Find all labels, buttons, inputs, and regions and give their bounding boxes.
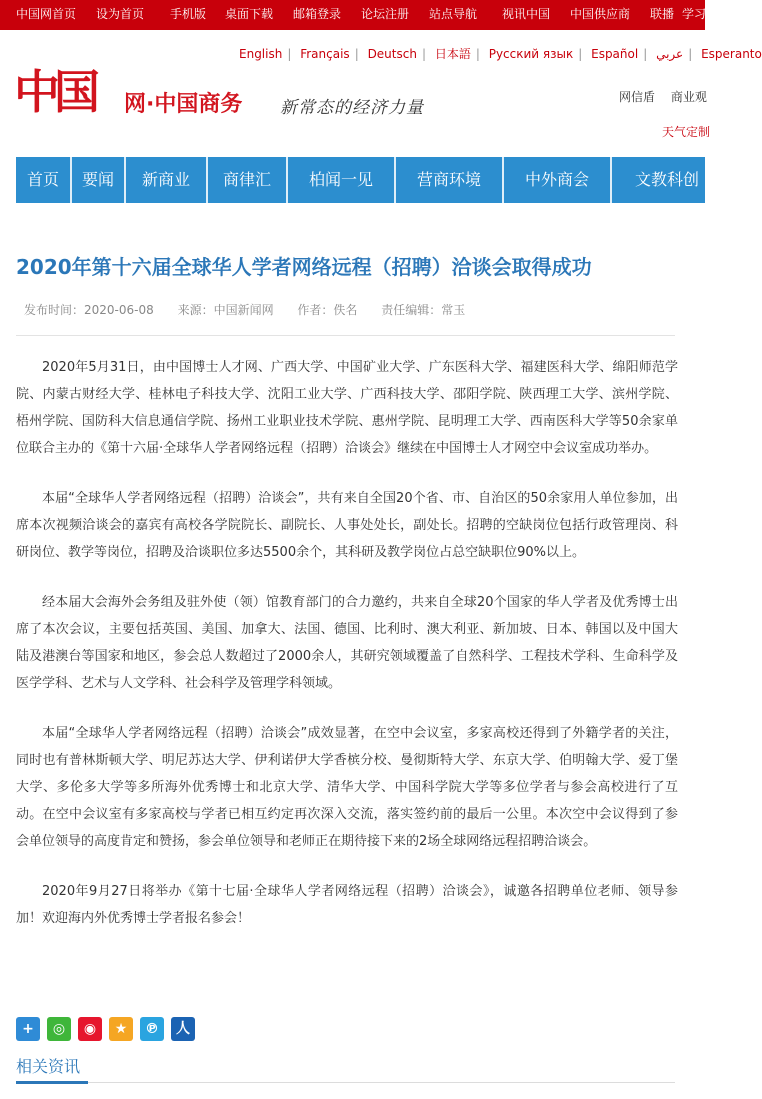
top-bar bbox=[0, 0, 705, 30]
topbar-link-study[interactable]: 学习 bbox=[682, 7, 707, 21]
site-name: 网·中国商务 bbox=[124, 92, 243, 117]
lang-english[interactable]: English bbox=[239, 47, 283, 61]
topbar-link-sitemap[interactable]: 站点导航 bbox=[429, 7, 478, 21]
separator: | bbox=[688, 47, 693, 61]
related-underline bbox=[16, 1081, 88, 1084]
separator: | bbox=[578, 47, 583, 61]
separator: | bbox=[287, 47, 292, 61]
lang-arabic[interactable]: عربي bbox=[656, 47, 684, 61]
nav-item-culture-edu[interactable]: 文教科创 bbox=[634, 170, 699, 189]
nav-item-business-env[interactable]: 营商环境 bbox=[416, 170, 481, 189]
topbar-link-mail[interactable]: 邮箱登录 bbox=[293, 7, 342, 21]
related-news-heading[interactable]: 相关资讯 bbox=[16, 1057, 81, 1076]
site-logo[interactable] bbox=[14, 64, 434, 126]
nav-item-new-business[interactable]: 新商业 bbox=[141, 170, 190, 189]
tencent-weibo-icon[interactable]: ℗ bbox=[140, 1017, 164, 1041]
separator: | bbox=[475, 47, 480, 61]
header-links bbox=[619, 88, 719, 105]
nav-item-home[interactable]: 首页 bbox=[26, 170, 59, 189]
topbar-link-mobile[interactable]: 手机版 bbox=[170, 7, 207, 21]
wechat-icon[interactable]: ◎ bbox=[47, 1017, 71, 1041]
paragraph: 2020年5月31日，由中国博士人才网、广西大学、中国矿业大学、广东医科大学、福建医科大学、绵阳师范学院、内蒙古财经大学、桂林电子科技大学、沈阳工业大学、广西科技大学、邵阳学院、陕西理工大学、滨州学院、梧州学院、国防科大信息通信学院、扬州工业职业技术学院、惠州学院、昆明理工大学、西南医科大学等50余家单位联合主办的《第十六届·全球华人学者网络远程（招聘）洽谈会》继续在中国博士人才网空中会议室成功举办。 bbox=[16, 360, 678, 456]
header-link-business-view[interactable]: 商业观 bbox=[670, 90, 707, 104]
nav-item-business-law[interactable]: 商律汇 bbox=[222, 170, 271, 189]
lang-russian[interactable]: Русский язык bbox=[488, 47, 574, 61]
article-author: 作者：佚名 bbox=[297, 303, 358, 317]
header-link-wangxindun[interactable]: 网信盾 bbox=[619, 90, 656, 104]
nav-item-news[interactable]: 要闻 bbox=[81, 170, 114, 189]
article-meta bbox=[24, 302, 485, 318]
lang-german[interactable]: Deutsch bbox=[367, 47, 417, 61]
separator: | bbox=[643, 47, 648, 61]
weibo-icon[interactable]: ◉ bbox=[78, 1017, 102, 1041]
paragraph: 本届“全球华人学者网络远程（招聘）洽谈会”成效显著，在空中会议室，多家高校还得到了外籍学者的关注，同时也有普林斯顿大学、明尼苏达大学、伊利诺伊大学香槟分校、曼彻斯特大学、东京大学、伯明翰大学、爱丁堡大学、多伦多大学等多所海外优秀博士和北京大学、清华大学、中国科学院大学等多位学者与参会高校进行了互动。在空中会议室有多家高校与学者已相互约定再次深入交流，落实签约前的最后一公里。本次空中会议得到了参会单位领导的高度肯定和赞扬，参会单位领导和老师正在期待接下来的2场全球网络远程招聘洽谈会。 bbox=[16, 726, 678, 849]
article-title: 2020年第十六届全球华人学者网络远程（招聘）洽谈会取得成功 bbox=[16, 255, 592, 279]
publish-time: 发布时间：2020-06-08 bbox=[24, 303, 154, 317]
topbar-link-video[interactable]: 视讯中国 bbox=[502, 7, 551, 21]
site-slogan: 新常态的经济力量 bbox=[280, 98, 424, 118]
article-source: 来源：中国新闻网 bbox=[177, 303, 274, 317]
divider bbox=[16, 1082, 675, 1083]
lang-french[interactable]: Français bbox=[300, 47, 350, 61]
topbar-link-desktop[interactable]: 桌面下载 bbox=[225, 7, 274, 21]
separator: | bbox=[421, 47, 426, 61]
topbar-link-forum[interactable]: 论坛注册 bbox=[361, 7, 410, 21]
paragraph: 本届“全球华人学者网络远程（招聘）洽谈会”，共有来自全国20个省、市、自治区的50余家用人单位参加，出席本次视频洽谈会的嘉宾有高校各学院院长、副院长、人事处处长，副处长。招聘的空缺岗位包括行政管理岗、科研岗位、教学等岗位，招聘及洽谈职位多达5500余个，其科研及教学岗位占总空缺职位90%以上。 bbox=[16, 491, 678, 560]
article-editor: 责任编辑：常玉 bbox=[381, 303, 466, 317]
lang-esperanto[interactable]: Esperanto bbox=[701, 47, 762, 61]
divider bbox=[16, 335, 675, 336]
qzone-icon[interactable]: ★ bbox=[109, 1017, 133, 1041]
topbar-link-supplier[interactable]: 中国供应商 bbox=[570, 7, 631, 21]
renren-icon[interactable]: 人 bbox=[171, 1017, 195, 1041]
language-links bbox=[239, 45, 762, 65]
paragraph: 2020年9月27日将举办《第十七届·全球华人学者网络远程（招聘）洽谈会》，诚邀各招聘单位老师、领导参加！欢迎海内外优秀博士学者报名参会！ bbox=[16, 884, 678, 926]
topbar-link-home[interactable]: 中国网首页 bbox=[16, 7, 77, 21]
china-logo-mark: 中国 bbox=[14, 65, 94, 119]
lang-spanish[interactable]: Español bbox=[591, 47, 639, 61]
topbar-link-broadcast[interactable]: 联播 bbox=[650, 7, 675, 21]
paragraph: 经本届大会海外会务组及驻外使（领）馆教育部门的合力邀约，共来自全球20个国家的华人学者及优秀博士出席了本次会议，主要包括英国、美国、加拿大、法国、德国、比利时、澳大利亚、新加坡、日本、韩国以及中国大陆及港澳台等国家和地区，参会总人数超过了2000余人，其研究领域覆盖了自然科学、工程技术学科、生命科学及医学学科、艺术与人文学科、社会科学及管理学科领域。 bbox=[16, 595, 678, 691]
main-nav bbox=[16, 157, 705, 203]
nav-item-baiwen[interactable]: 柏闻一见 bbox=[308, 170, 373, 189]
weather-link[interactable]: 天气定制 bbox=[662, 125, 711, 139]
nav-item-chambers[interactable]: 中外商会 bbox=[524, 170, 589, 189]
lang-japanese[interactable]: 日本語 bbox=[434, 47, 471, 61]
separator: | bbox=[354, 47, 359, 61]
article-body bbox=[16, 354, 678, 955]
plus-icon[interactable]: + bbox=[16, 1017, 40, 1041]
topbar-link-set-home[interactable]: 设为首页 bbox=[96, 7, 145, 21]
